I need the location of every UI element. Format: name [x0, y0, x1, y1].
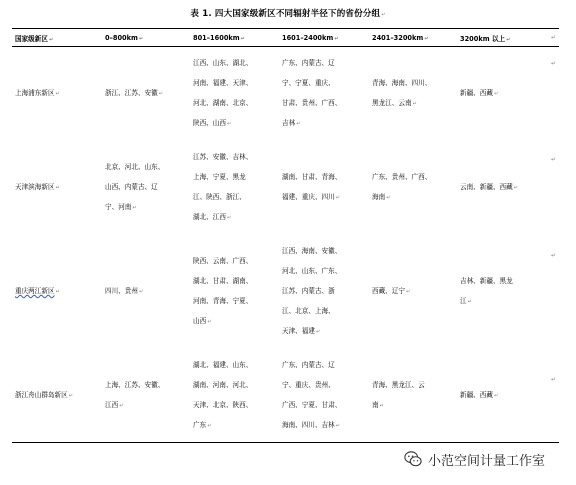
column-header — [369, 29, 457, 47]
province-list-line — [105, 281, 187, 302]
region-name: 重庆两江新区 — [15, 287, 55, 295]
paragraph-mark: ↵ — [412, 101, 417, 108]
province-list-line — [193, 395, 276, 415]
province-text: 海南 — [372, 193, 386, 201]
province-cell — [190, 235, 279, 349]
province-text: 江苏、安徽、吉林、 — [193, 153, 253, 161]
province-list-line — [193, 73, 276, 93]
province-list-line — [282, 355, 366, 375]
paragraph-mark: ↵ — [226, 215, 232, 221]
paragraph-mark: ↵ — [551, 252, 557, 259]
table-row — [12, 47, 559, 141]
province-list-line — [282, 261, 366, 281]
province-text: 上海、江苏、安徽、 — [105, 380, 165, 389]
province-list-line — [193, 251, 276, 271]
province-text: 江、北京、上海、 — [282, 307, 335, 315]
province-text: 宁、宁夏、重庆、 — [282, 79, 335, 88]
paragraph-mark: ↵ — [335, 422, 340, 429]
province-list-line — [105, 375, 187, 395]
paragraph-mark: ↵ — [68, 392, 73, 399]
province-cell — [369, 47, 457, 141]
table-caption — [0, 7, 576, 19]
paragraph-mark: ↵ — [48, 36, 54, 43]
paragraph-mark: ↵ — [119, 402, 124, 409]
table-row — [12, 235, 559, 349]
province-list-line — [460, 385, 556, 406]
province-list-line — [372, 187, 454, 208]
province-list-line — [372, 395, 454, 416]
column-header — [102, 29, 190, 47]
province-text: 黑龙江、云南 — [372, 99, 412, 108]
province-cell — [457, 349, 559, 443]
province-text: 山西、内蒙古、辽 — [105, 183, 158, 191]
province-list-line — [282, 395, 366, 415]
province-text: 河南、青海、宁夏、 — [193, 297, 253, 305]
province-list-line — [282, 375, 366, 395]
province-text: 青海、海南、四川、 — [372, 79, 432, 88]
province-list-line — [105, 177, 187, 197]
province-text: 云南、新疆、西藏 — [460, 183, 513, 191]
paragraph-mark: ↵ — [493, 91, 499, 98]
column-header-label: 0–800km — [105, 33, 138, 42]
province-list-line — [193, 311, 276, 332]
province-cell — [279, 47, 369, 141]
province-text: 湖北、甘肃、湖南、 — [193, 277, 253, 285]
province-cell — [190, 349, 279, 443]
province-list-line — [282, 93, 366, 113]
paragraph-mark: ↵ — [138, 35, 144, 42]
province-list-line — [105, 395, 187, 416]
province-list-line — [460, 271, 556, 291]
paragraph-mark: ↵ — [386, 195, 391, 201]
column-header — [12, 29, 102, 47]
paragraph-mark: ↵ — [335, 195, 340, 201]
province-list-line — [282, 187, 366, 208]
province-group-table — [12, 28, 559, 443]
province-cell — [279, 349, 369, 443]
province-list-line — [193, 167, 276, 187]
province-list-line — [105, 83, 187, 104]
column-header — [190, 29, 279, 47]
column-header — [279, 29, 369, 47]
paragraph-mark: ↵ — [551, 34, 557, 41]
province-text: 北京、河北、山东、 — [105, 163, 165, 171]
province-text: 广东、贵州、广西、 — [372, 173, 432, 181]
province-text: 吉林、新疆、黑龙 — [460, 277, 513, 285]
province-text: 吉林 — [282, 119, 296, 128]
table-header-row — [12, 29, 559, 47]
province-list-line — [372, 375, 454, 395]
province-text: 福建、重庆、四川 — [282, 193, 335, 201]
paragraph-mark: ↵ — [207, 422, 212, 429]
paragraph-mark: ↵ — [506, 36, 511, 43]
column-header-label: 3200km 以上 — [460, 34, 506, 43]
province-text: 陕西、云南、广西、 — [193, 257, 253, 265]
province-text: 广东、内蒙古、辽 — [282, 59, 335, 68]
province-text: 宁、重庆、贵州、 — [282, 380, 335, 389]
province-text: 河北、湖南、北京、 — [193, 99, 253, 108]
province-cell — [369, 141, 457, 235]
province-list-line — [460, 83, 556, 104]
province-text: 河南、福建、天津、 — [193, 79, 253, 88]
province-list-line — [193, 53, 276, 73]
paragraph-mark: ↵ — [138, 289, 144, 295]
column-header-label: 国家级新区 — [15, 34, 48, 43]
province-list-line — [282, 415, 366, 436]
province-text: 陕西、山西 — [193, 119, 226, 128]
province-text: 山西 — [193, 317, 207, 325]
province-text: 天津、北京、陕西、 — [193, 400, 253, 409]
paragraph-mark: ↵ — [55, 289, 60, 295]
province-text: 湖北、江西 — [193, 213, 226, 221]
paragraph-mark: ↵ — [513, 185, 518, 191]
province-list-line — [372, 73, 454, 93]
paragraph-mark: ↵ — [381, 12, 386, 18]
province-text: 甘肃、贵州、广西、 — [282, 99, 342, 108]
province-list-line — [193, 187, 276, 207]
province-cell — [102, 349, 190, 443]
province-cell — [279, 141, 369, 235]
region-cell — [12, 141, 102, 235]
province-text: 湖北、福建、山东、 — [193, 360, 253, 369]
province-text: 浙江、江苏、安徽 — [105, 89, 158, 98]
province-cell — [279, 235, 369, 349]
province-cell — [102, 141, 190, 235]
province-list-line — [193, 113, 276, 134]
province-text: 湖南、河南、河北、 — [193, 380, 253, 389]
paragraph-mark: ↵ — [296, 121, 301, 128]
province-list-line — [193, 291, 276, 311]
province-cell — [102, 47, 190, 141]
paragraph-mark: ↵ — [493, 392, 499, 399]
wechat-icon — [404, 450, 422, 468]
paragraph-mark: ↵ — [55, 185, 60, 191]
region-name: 天津滨海新区 — [15, 183, 55, 191]
province-text: 江苏、内蒙古、浙 — [282, 287, 335, 295]
province-list-line — [282, 321, 366, 342]
province-text: 青海、黑龙江、云 — [372, 380, 425, 389]
province-text: 新疆、西藏 — [460, 390, 493, 399]
table-body — [12, 47, 559, 443]
column-header-label: 2401–3200km — [372, 33, 424, 42]
province-list-line — [282, 281, 366, 301]
province-cell — [102, 235, 190, 349]
table-row — [12, 141, 559, 235]
province-cell — [190, 141, 279, 235]
table-row — [12, 349, 559, 443]
paragraph-mark: ↵ — [551, 156, 557, 163]
column-header-label: 1601–2400km — [282, 33, 334, 42]
province-cell — [369, 235, 457, 349]
province-list-line — [282, 73, 366, 93]
region-cell — [12, 47, 102, 141]
province-text: 广东、内蒙古、辽 — [282, 360, 335, 369]
province-text: 广西、宁夏、甘肃、 — [282, 400, 342, 409]
caption-text: 表 1. 四大国家级新区不同辐射半径下的省份分组 — [190, 9, 381, 19]
paragraph-mark: ↵ — [334, 35, 339, 42]
province-list-line — [372, 281, 454, 302]
province-list-line — [193, 207, 276, 228]
paragraph-mark: ↵ — [158, 91, 163, 98]
region-cell — [12, 349, 102, 443]
province-text: 天津、福建 — [282, 327, 315, 335]
province-cell — [457, 141, 559, 235]
province-text: 江西 — [105, 400, 119, 409]
paragraph-mark: ↵ — [379, 402, 384, 409]
province-text: 四川、贵州 — [105, 287, 138, 295]
province-text: 南 — [372, 400, 379, 409]
province-list-line — [193, 271, 276, 291]
province-list-line — [282, 167, 366, 187]
paragraph-mark: ↵ — [424, 35, 429, 42]
province-list-line — [282, 113, 366, 134]
province-list-line — [193, 147, 276, 167]
province-list-line — [282, 53, 366, 73]
province-text: 江、陕西、浙江、 — [193, 193, 246, 201]
column-header-label: 801–1600km — [193, 33, 240, 42]
province-text: 宁、河南 — [105, 203, 132, 211]
province-cell — [190, 47, 279, 141]
province-list-line — [372, 167, 454, 187]
province-text: 上海、宁夏、黑龙 — [193, 173, 246, 181]
paragraph-mark: ↵ — [315, 329, 321, 335]
province-list-line — [193, 375, 276, 395]
region-name: 上海浦东新区 — [15, 89, 55, 98]
province-list-line — [105, 157, 187, 177]
province-cell — [369, 349, 457, 443]
province-list-line — [282, 241, 366, 261]
province-text: 江 — [460, 297, 467, 305]
paragraph-mark: ↵ — [467, 299, 472, 305]
province-list-line — [193, 93, 276, 113]
watermark — [404, 447, 572, 471]
paragraph-mark: ↵ — [240, 35, 245, 42]
paragraph-mark: ↵ — [207, 319, 212, 325]
paragraph-mark: ↵ — [551, 60, 557, 67]
province-text: 湖南、甘肃、青海、 — [282, 173, 342, 181]
province-list-line — [193, 355, 276, 375]
province-list-line — [372, 93, 454, 114]
paragraph-mark: ↵ — [405, 289, 411, 295]
watermark-text: 小范空间计量工作室 — [428, 453, 546, 469]
province-text: 江西、山东、湖北、 — [193, 59, 253, 68]
province-list-line — [105, 197, 187, 218]
province-list-line — [460, 291, 556, 312]
province-text: 江西、海南、安徽、 — [282, 247, 342, 255]
province-cell — [457, 47, 559, 141]
province-text: 海南、四川、吉林 — [282, 420, 335, 429]
paragraph-mark: ↵ — [55, 91, 60, 98]
region-cell — [12, 235, 102, 349]
paragraph-mark: ↵ — [226, 121, 232, 128]
province-text: 广东 — [193, 420, 207, 429]
province-text: 新疆、西藏 — [460, 89, 493, 98]
province-list-line — [282, 301, 366, 321]
province-list-line — [460, 177, 556, 198]
paragraph-mark: ↵ — [551, 376, 557, 383]
province-cell — [457, 235, 559, 349]
column-header — [457, 29, 559, 47]
paragraph-mark: ↵ — [132, 205, 137, 211]
province-text: 西藏、辽宁 — [372, 287, 405, 295]
province-text: 河北、山东、广东、 — [282, 267, 342, 275]
region-name: 浙江舟山群岛新区 — [15, 390, 68, 399]
province-list-line — [193, 415, 276, 436]
